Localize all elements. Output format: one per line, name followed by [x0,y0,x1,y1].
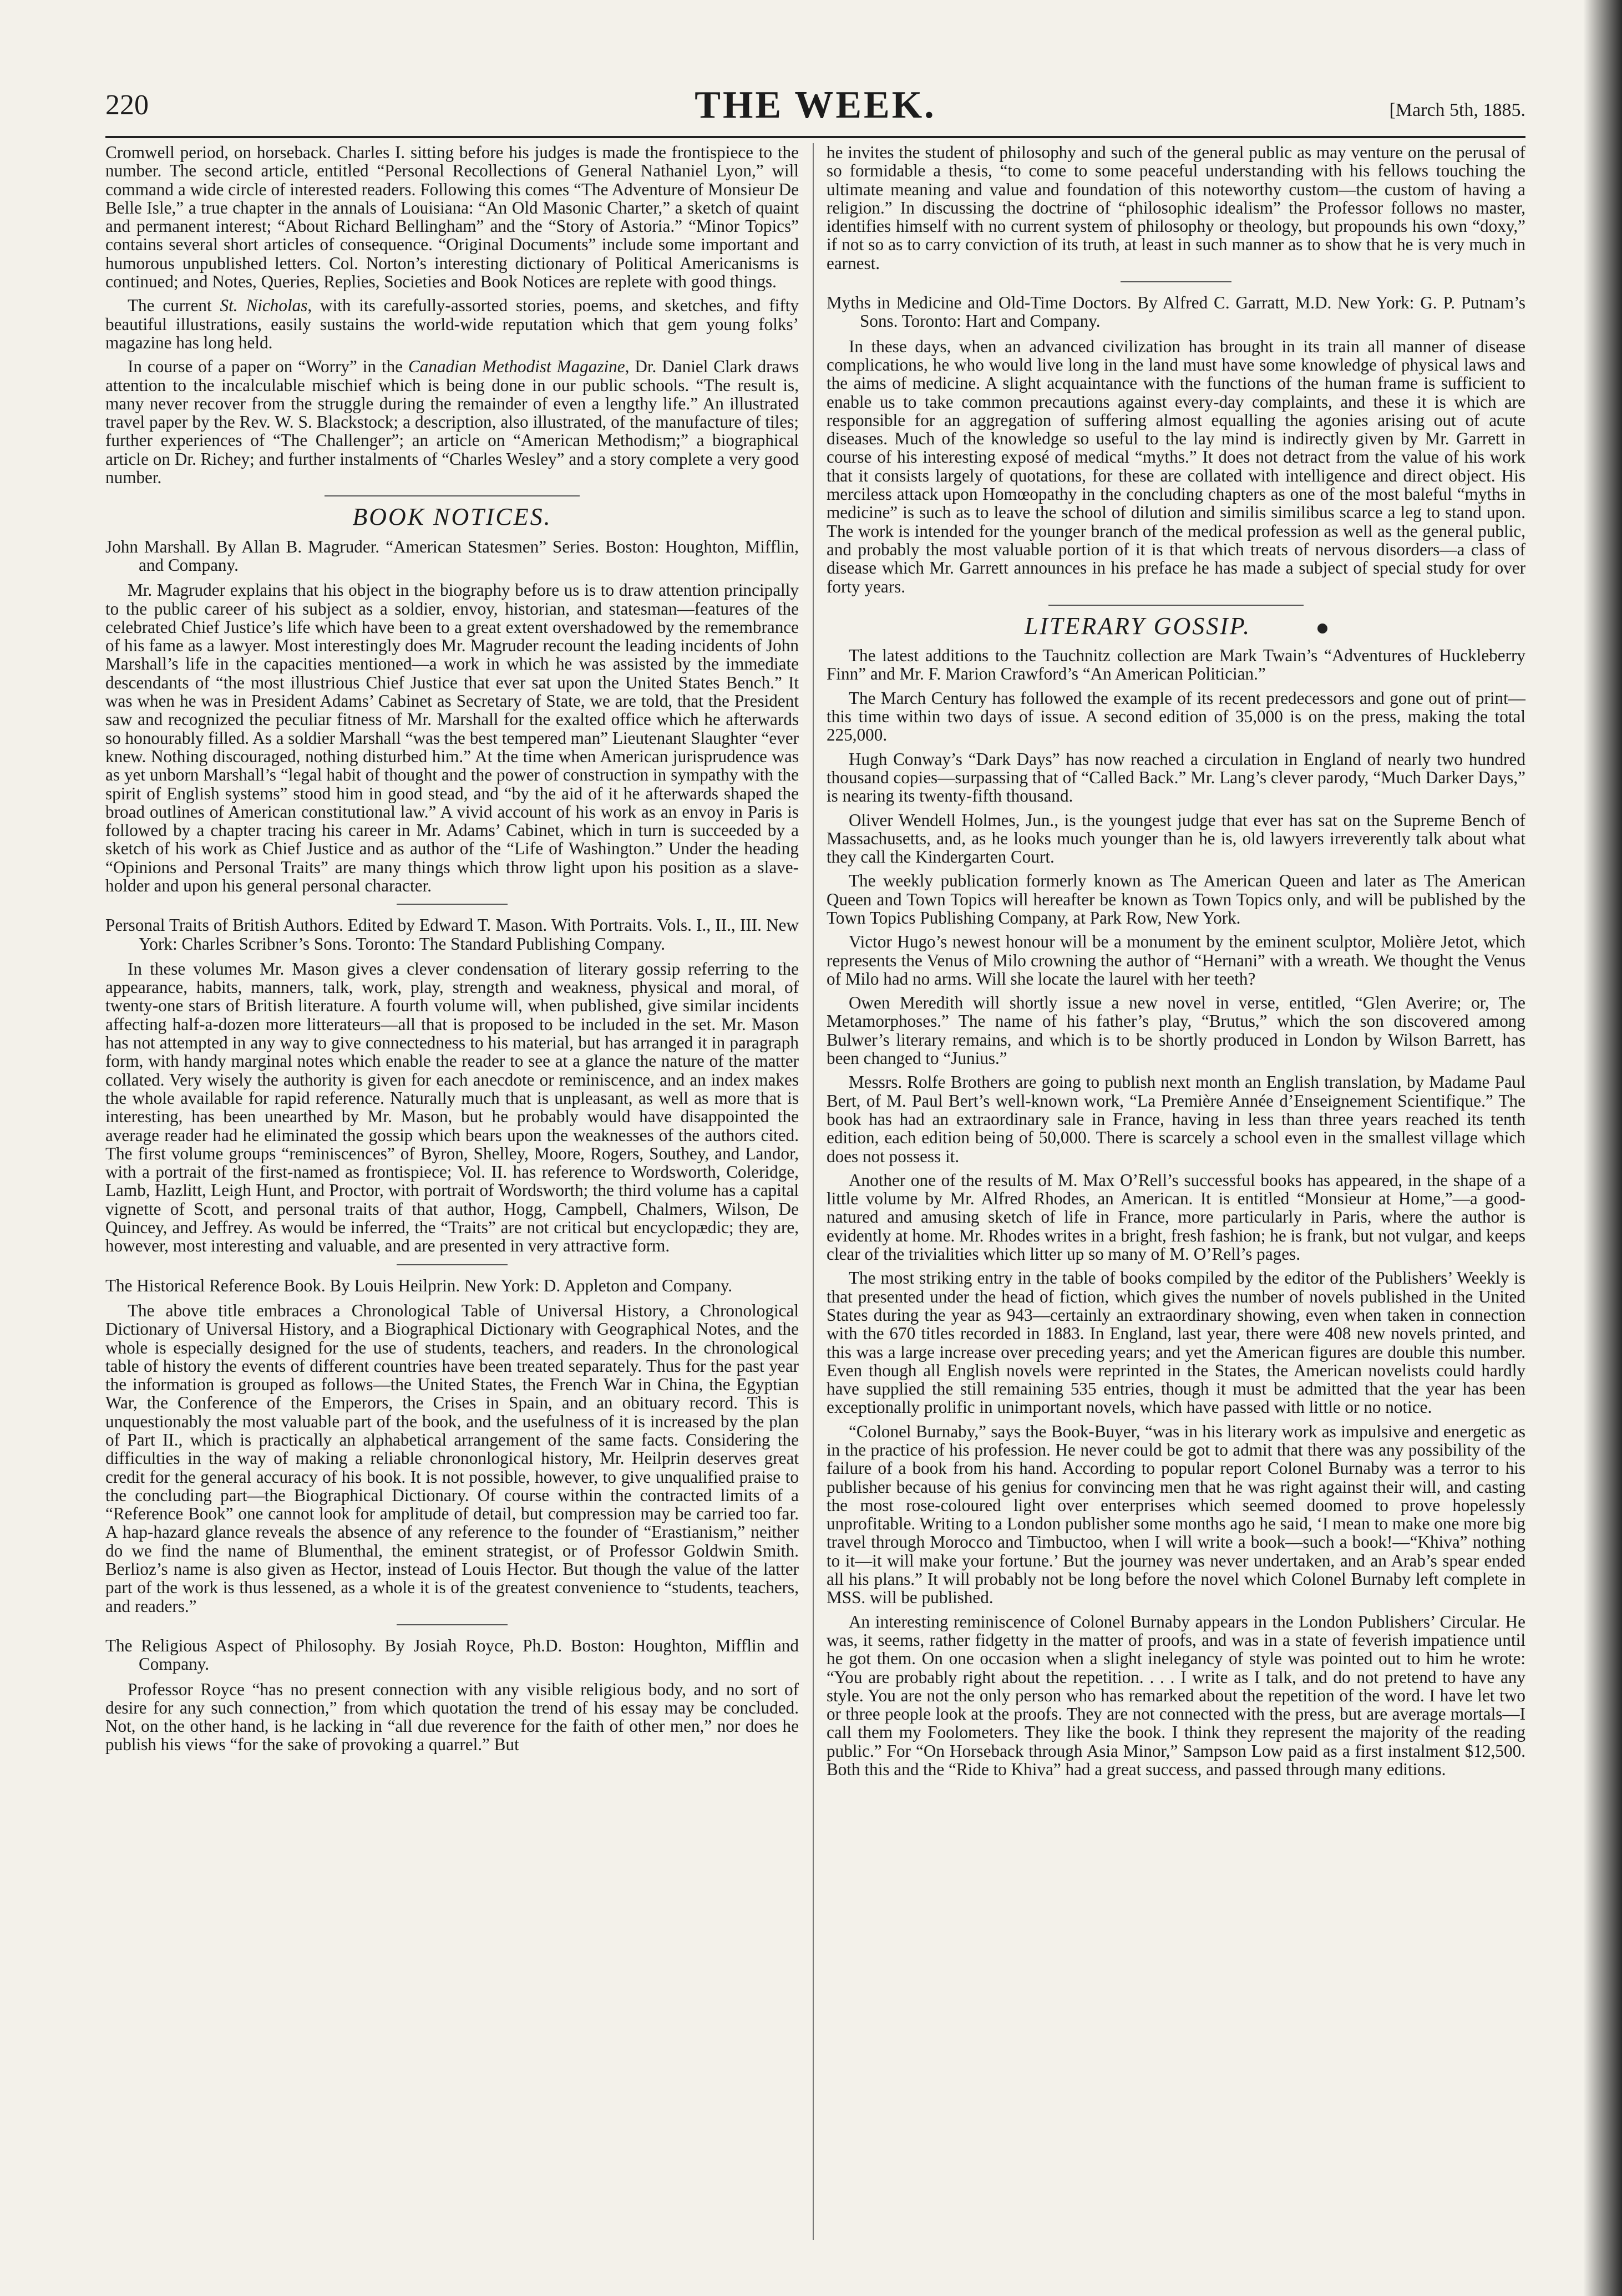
section-heading-literary-gossip: LITERARY GOSSIP. [827,617,1525,635]
column-divider [813,143,814,2240]
article-paragraph: The current St. Nicholas, with its carefully-assorted stories, poems, and sketches, and fifty beautiful illustrations, easily sustains the world-wide reputation which that gem young folks’ magazine has long held. [105,296,799,352]
book-heading: The Religious Aspect of Philosophy. By Josiah Royce, Ph.D. Boston: Houghton, Mifflin and Company. [105,1635,799,1674]
magazine-title: St. Nicholas [220,296,308,316]
book-review: Professor Royce “has no present connection with any visible religious body, and no sort of desire for any such connection,” from which quotation the trend of his essay may be concluded. Not, on the other hand, is he lacking in “all due reverence for the faith of other men,” nor does he publish his views “for the sake of provoking a quarrel.” But [105,1679,799,1755]
magazine-title: Canadian Methodist Magazine [408,357,625,377]
book-review: The above title embraces a Chronological Table of Universal History, a Chronological Dictionary of Universal History, and a Biographical Dictionary with Geographical Notes, and the whole is especially designed for the use of students, teachers, and readers. In the chronological table of history the events of different countries have been treated separately. Thus for the past year the information is grouped as follows—the United States, the French War in China, the Egyptian War, the Conference of the Emperors, the Crises in Spain, and an obituary record. This is unquestionably the most valuable part of the book, and the usefulness of it is increased by the plan of Part II., which is practically an alphabetical arrangement of the same facts. Considering the difficulties in the way of making a reliable chrononlogical history, Mr. Heilprin deserves great credit for the general accuracy of his book. It is not possible, however, to give unqualified praise to the concluding part—the Biographical Dictionary. Of course within the contracted limits of a “Reference Book” one cannot look for amplitude of detail, but compression may be carried too far. A hap-hazard glance reveals the absence of any reference to the founder of “Erastianism,” neither do we find the name of Blumenthal, the eminent strategist, or of Professor Goldwin Smith. Berlioz’s name is also given as Hector, instead of Louis Hector. But though the value of the latter part of the work is thus lessened, as a whole it is of the greatest convenience to “students, teachers, and readers.” [105,1300,799,1616]
gossip-item: The latest additions to the Tauchnitz collection are Mark Twain’s “Adventures of Huckleberry Finn” and Mr. F. Marion Crawford’s “An American Politician.” [827,646,1525,684]
left-column [105,143,799,1760]
section-heading-book-notices: BOOK NOTICES. [352,503,552,531]
book-heading: The Historical Reference Book. By Louis Heilprin. New York: D. Appleton and Company. [105,1275,733,1295]
section-rule [325,495,580,496]
gossip-item: Another one of the results of M. Max O’Rell’s successful books has appeared, in the shape of a little volume by Mr. Alfred Rhodes, an American. It is entitled “Monsieur at Home,”—a good-natured and amusing sketch of life in France, more particularly in Paris, where the author is evidently at home. Mr. Rhodes writes in a bright, fresh fashion; he is frank, but not vulgar, and keeps clear of the trivialities which litter up so many of M. O’Rell’s pages. [827,1170,1525,1264]
right-column [827,143,1525,1784]
gossip-item: The March Century has followed the example of its recent predecessors and gone out of print—this time within two days of issue. A second edition of 35,000 is on the press, making the total 225,000. [827,688,1525,745]
gossip-item: Hugh Conway’s “Dark Days” has now reached a circulation in England of nearly two hundred thousand copies—surpassing that of “Called Back.” Mr. Lang’s clever parody, “Much Darker Days,” is nearing its twenty-fifth thousand. [827,749,1525,806]
book-heading: John Marshall. By Allan B. Magruder. “American Statesmen” Series. Boston: Houghton, Mifflin, and Company. [105,536,799,575]
page-number: 220 [105,89,149,121]
header-rule [105,136,1525,138]
separator-rule [397,1624,508,1625]
gossip-item: The weekly publication formerly known as The American Queen and later as The American Queen and Town Topics will hereafter be known as Town Topics only, and will be published by the Town Topics Publishing Company, at Park Row, New York. [827,871,1525,927]
gossip-item: Oliver Wendell Holmes, Jun., is the youngest judge that ever has sat on the Supreme Bench of Massachusetts, and, as he looks much younger than he is, old lawyers irreverently talk about what they call the Kindergarten Court. [827,810,1525,867]
article-paragraph: Cromwell period, on horseback. Charles I. sitting before his judges is made the frontispiece to the number. The second article, entitled “Personal Recollections of General Nathaniel Lyon,” will command a wide circle of interested readers. Following this comes “The Adventure of Monsieur De Belle Isle,” a true chapter in the annals of Louisiana: “An Old Masonic Charter,” a sketch of quaint and permanent interest; “About Richard Bellingham” and the “Story of Astoria.” “Minor Topics” contains several short articles of consequence. “Original Documents” include some important and humorous unpublished letters. Col. Norton’s interesting dictionary of Political Americanisms is continued; and Notes, Queries, Replies, Societies and Book Notices are replete with good things. [105,143,799,292]
ink-dot-mark [1317,624,1327,633]
book-review: In these days, when an advanced civilization has brought in its train all manner of disease complications, he who would live long in the land must have some knowledge of physical laws and the aims of medicine. A slight acquaintance with the functions of the human frame is sufficient to enable us to take common precautions against every-day complaints, and these it is which are responsible for an aggregation of suffering almost equalling the agonies arising out of acute diseases. Much of the knowledge so useful to the lay mind is indirectly given by Mr. Garrett in course of his interesting exposé of medical “myths.” It does not detract from the value of his work that it consists largely of quotations, for these are collated with intelligence and direct object. His merciless attack upon Homœopathy in the concluding chapters as one of the most baleful “myths in medicine” is such as to leave the school of dilution and similis similibus scarce a leg to stand upon. The work is intended for the younger branch of the medical profession as well as the general public, and probably the most valuable portion of it is that which treats of nervous disorders—a class of disease which Mr. Garrett announces in his preface he has made a subject of special study for over forty years. [827,336,1525,596]
section-rule [1048,605,1304,606]
article-paragraph: he invites the student of philosophy and such of the general public as may venture on the perusal of so formidable a thesis, “to come to some peaceful understanding with his fellows touching the ultimate meaning and value and foundation of this noteworthy custom—the custom of having a religion.” In discussing the doctrine of “philosophic idealism” the Professor follows no master, identifies himself with no current system of philosophy or theology, but propounds his own “doxy,” if not so as to carry conviction of its truth, at least in such manner as to show that he is very much in earnest. [827,143,1525,273]
article-paragraph: In course of a paper on “Worry” in the Canadian Methodist Magazine, Dr. Daniel Clark draws attention to the incalculable mischief which is being done in our public schools. “The result is, many never recover from the struggle during the remainder of even a lengthy life.” An illustrated travel paper by the Rev. W. S. Blackstock; a description, also illustrated, of the manufacture of tiles; further experiences of “The Challenger”; an article on “American Methodism;” a biographical article on Dr. Richey; and further instalments of “Charles Wesley” and a story complete a very good number. [105,357,799,488]
gossip-item: “Colonel Burnaby,” says the Book-Buyer, “was in his literary work as impulsive and energetic as in the practice of his profession. He never could be got to admit that there was any possibility of the failure of a book from his hand. According to popular report Colonel Burnaby was a terror to his publisher because of his genius for convincing men that he was right against their will, and casting the most rose-coloured light over enterprises which seemed doomed to prove hopelessly unprofitable. Writing to a London publisher some months ago he said, ‘I mean to make one more big travel through Morocco and Timbuctoo, when I will write a book—such a book!—“Khiva” nothing to it—it will make your fortune.’ But the journey was never undertaken, and an Arab’s spear ended all his plans.” It will probably not be long before the novel which Colonel Burnaby left complete in MSS. will be published. [827,1421,1525,1608]
book-review: Mr. Magruder explains that his object in the biography before us is to draw attention principally to the public career of his subject as a soldier, envoy, historian, and statesman—features of the celebrated Chief Justice’s life which have been to a great extent overshadowed by the remembrance of his fame as a lawyer. Most interestingly does Mr. Magruder recount the leading incidents of John Marshall’s life in the capacities mentioned—a work in which he was assisted by the immediate descendants of “the most illustrious Chief Justice that ever sat upon the United States Bench.” It was when he was in President Adams’ Cabinet as Secretary of State, we are told, that the President saw and recognized the peculiar fitness of Mr. Marshall for the exalted office which he afterwards so honourably filled. As a soldier Marshall “was the best tempered man” Lieutenant Slaughter “ever knew. Nothing discouraged, nothing disturbed him.” At the time when American jurisprudence was as yet unborn Marshall’s “legal habit of thought and the power of construction in sympathy with the spirit of English systems” stood him in good stead, and “by the aid of it he afterwards shaped the broad outlines of American constitutional law.” A vivid account of his work as an envoy in Paris is followed by a chapter tracing his career in Mr. Adams’ Cabinet, which in turn is succeeded by a sketch of his work as Chief Justice and as author of the “Life of Washington.” Under the heading “Opinions and Personal Traits” are many things which throw light upon his position as a slave-holder and upon his general personal character. [105,580,799,895]
separator-rule [1121,281,1231,282]
dateline: [March 5th, 1885. [1389,100,1525,120]
gossip-item: Messrs. Rolfe Brothers are going to publish next month an English translation, by Madame Paul Bert, of M. Paul Bert’s well-known work, “La Première Année d’Enseignement Scientifique.” The book has had an extraordinary sale in France, having in less than three years reached its tenth edition, each edition being of 50,000. There is scarcely a school even in the smallest village which does not possess it. [827,1072,1525,1166]
gossip-item: Owen Meredith will shortly issue a new novel in verse, entitled, “Glen Averire; or, The Metamorphoses.” The name of his father’s play, “Brutus,” which the son discovered among Bulwer’s literary remains, and which is to be shortly produced in London by Wilson Barrett, has been changed to “Junius.” [827,993,1525,1068]
book-review: In these volumes Mr. Mason gives a clever condensation of literary gossip referring to the appearance, habits, manners, talk, work, play, strength and weakness, physical and moral, of twenty-one stars of British literature. A fourth volume will, when published, give similar incidents affecting half-a-dozen more litterateurs—all that is proposed to be included in the set. Mr. Mason has not attempted in any way to give connectedness to his material, but has arranged it in paragraph form, with handy marginal notes which enable the reader to see at a glance the nature of the matter collated. Very wisely the authority is given for each anecdote or reminiscence, and an index makes the whole available for rapid reference. Naturally much that is unpleasant, as well as more that is interesting, has been unearthed by Mr. Mason, but he probably would have disappointed the average reader had he eliminated the gossip which bears upon the weaknesses of the authors cited. The first volume groups “reminiscences” of Byron, Shelley, Moore, Rogers, Southey, and Landor, with a portrait of the first-named as frontispiece; Vol. II. has reference to Wordsworth, Coleridge, Lamb, Hazlitt, Leigh Hunt, and Proctor, with portrait of Wordsworth; the third volume has a capital vignette of Scott, and personal traits of that author, Hogg, Campbell, Chalmers, Wilson, De Quincey, and Jeffrey. As would be inferred, the “Traits” are not critical but encyclopædic; they are, however, most interesting and valuable, and are presented in very attractive form. [105,959,799,1256]
separator-rule [397,904,508,905]
book-heading: Myths in Medicine and Old-Time Doctors. By Alfred C. Garratt, M.D. New York: G. P. Putnam’s Sons. Toronto: Hart and Company. [827,293,1525,331]
masthead-title: THE WEEK. [695,84,936,126]
book-heading: Personal Traits of British Authors. Edited by Edward T. Mason. With Portraits. Vols. I., II., III. New York: Charles Scribner’s Sons. Toronto: The Standard Publishing Company. [105,915,799,954]
gossip-item: The most striking entry in the table of books compiled by the editor of the Publishers’ Weekly is that presented under the head of fiction, which gives the number of novels published in the United States during the year as 943—certainly an extraordinary showing, even when taken in connection with the 670 titles recorded in 1883. In England, last year, there were 408 new novels printed, and this was a large increase over preceding years; and yet the American figures are double this number. Even though all English novels were reprinted in the States, the American novelists could hardly have supplied the still remaining 535 entries, though it must be admitted that the year has been exceptionally prolific in unimportant novels, which have passed with little or no notice. [827,1268,1525,1417]
separator-rule [397,1264,508,1265]
scan-edge-shadow [1583,0,1622,2296]
gossip-item: An interesting reminiscence of Colonel Burnaby appears in the London Publishers’ Circular. He was, it seems, rather fidgetty in the matter of proofs, and was in a state of feverish impatience until he got them. On one occasion when a slight inelegancy of style was pointed out to him he wrote: “You are probably right about the repetition. . . . I write as I talk, and do not pretend to have any style. You are not the only person who has remarked about the repetition of the word. I have let two or three people look at the proofs. They are not connected with the press, but are average mortals—I call them my Foolometers. They like the book. I think they represent the majority of the reading public.” For “On Horseback through Asia Minor,” Sampson Low paid as a first instalment $12,500. Both this and the “Ride to Khiva” had a great success, and passed through many editions. [827,1611,1525,1780]
gossip-item: Victor Hugo’s newest honour will be a monument by the eminent sculptor, Molière Jetot, which represents the Venus of Milo crowning the author of “Hernani” with a wreath. We thought the Venus of Milo had no arms. Will she locate the laurel with her teeth? [827,932,1525,989]
page-header [105,83,1525,139]
